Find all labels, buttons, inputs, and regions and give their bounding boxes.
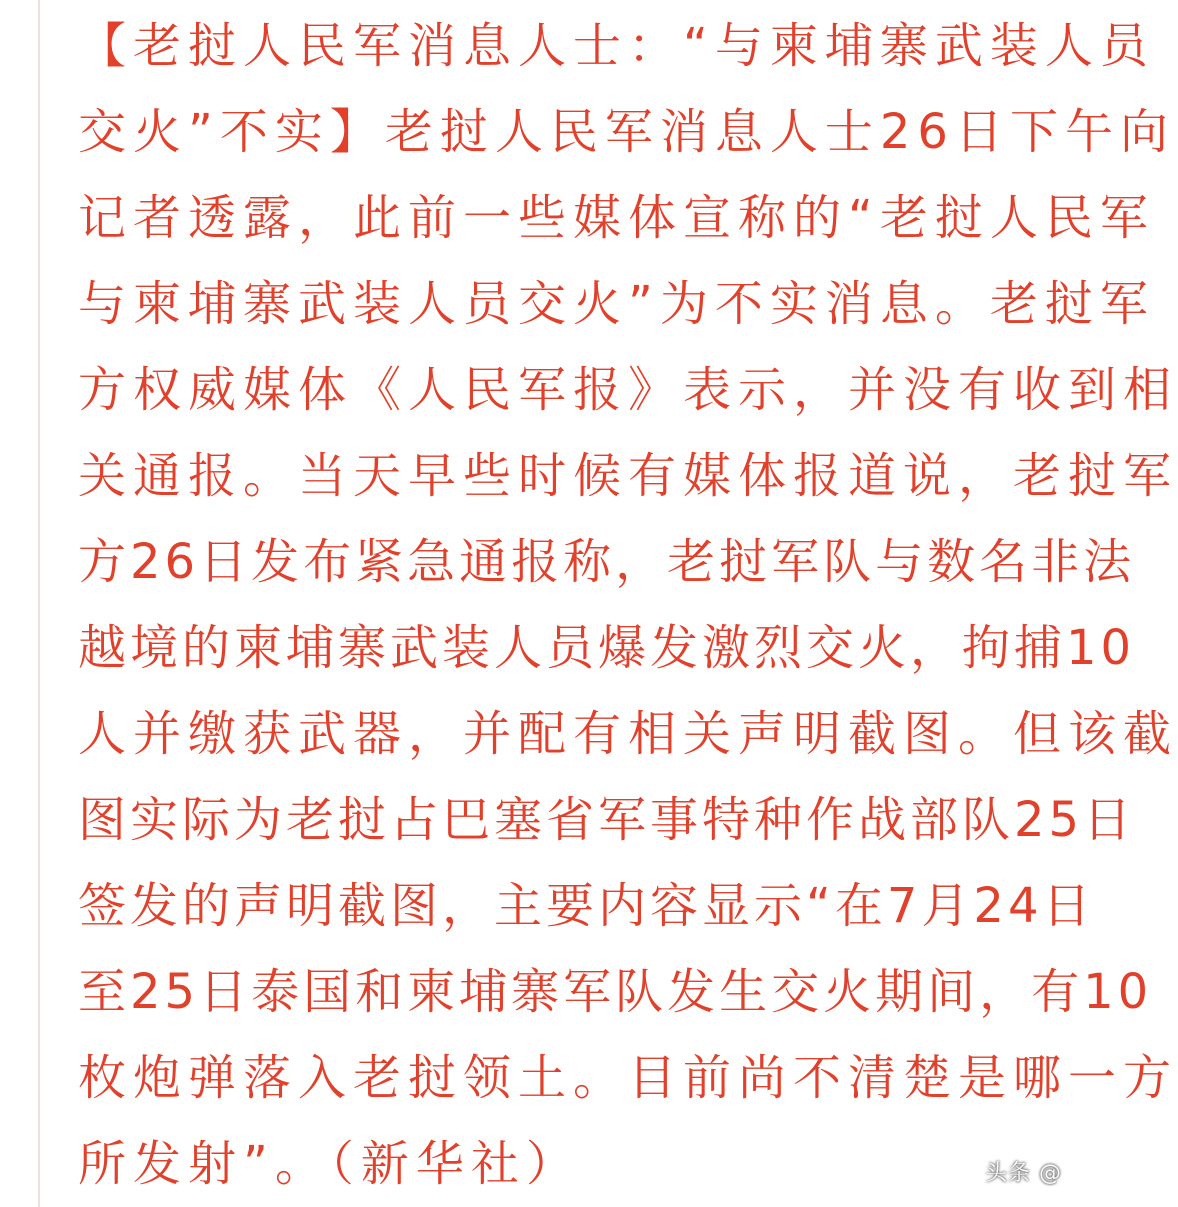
left-margin-rule [38, 0, 40, 1207]
article-line-11: 签发的声明截图，主要内容显示“在7月24日 [78, 878, 1095, 934]
article-line-3: 记者透露，此前一些媒体宣称的“老挝人民军 [78, 190, 1155, 246]
article-line-4: 与柬埔寨武装人员交火”为不实消息。老挝军 [78, 276, 1155, 332]
article-line-7: 方26日发布紧急通报称，老挝军队与数名非法 [78, 534, 1136, 590]
article-line-6: 关通报。当天早些时候有媒体报道说，老挝军 [78, 448, 1178, 504]
watermark: 头条 @ [985, 1161, 1062, 1186]
article-line-2: 交火”不实】老挝人民军消息人士26日下午向 [78, 104, 1175, 160]
article-line-8: 越境的柬埔寨武装人员爆发激烈交火，拘捕10 [78, 620, 1136, 676]
article-line-5: 方权威媒体《人民军报》表示，并没有收到相 [78, 362, 1178, 418]
article-line-13: 枚炮弹落入老挝领土。目前尚不清楚是哪一方 [78, 1050, 1178, 1106]
article-text-block [78, 3, 1178, 1207]
article-line-12: 至25日泰国和柬埔寨军队发生交火期间，有10 [78, 964, 1153, 1020]
article-line-14: 所发射”。（新华社） [78, 1136, 581, 1192]
article-line-1: 【老挝人民军消息人士：“与柬埔寨武装人员 [78, 18, 1155, 74]
article-line-9: 人并缴获武器，并配有相关声明截图。但该截 [78, 706, 1178, 762]
article-line-10: 图实际为老挝占巴塞省军事特种作战部队25日 [78, 792, 1136, 848]
